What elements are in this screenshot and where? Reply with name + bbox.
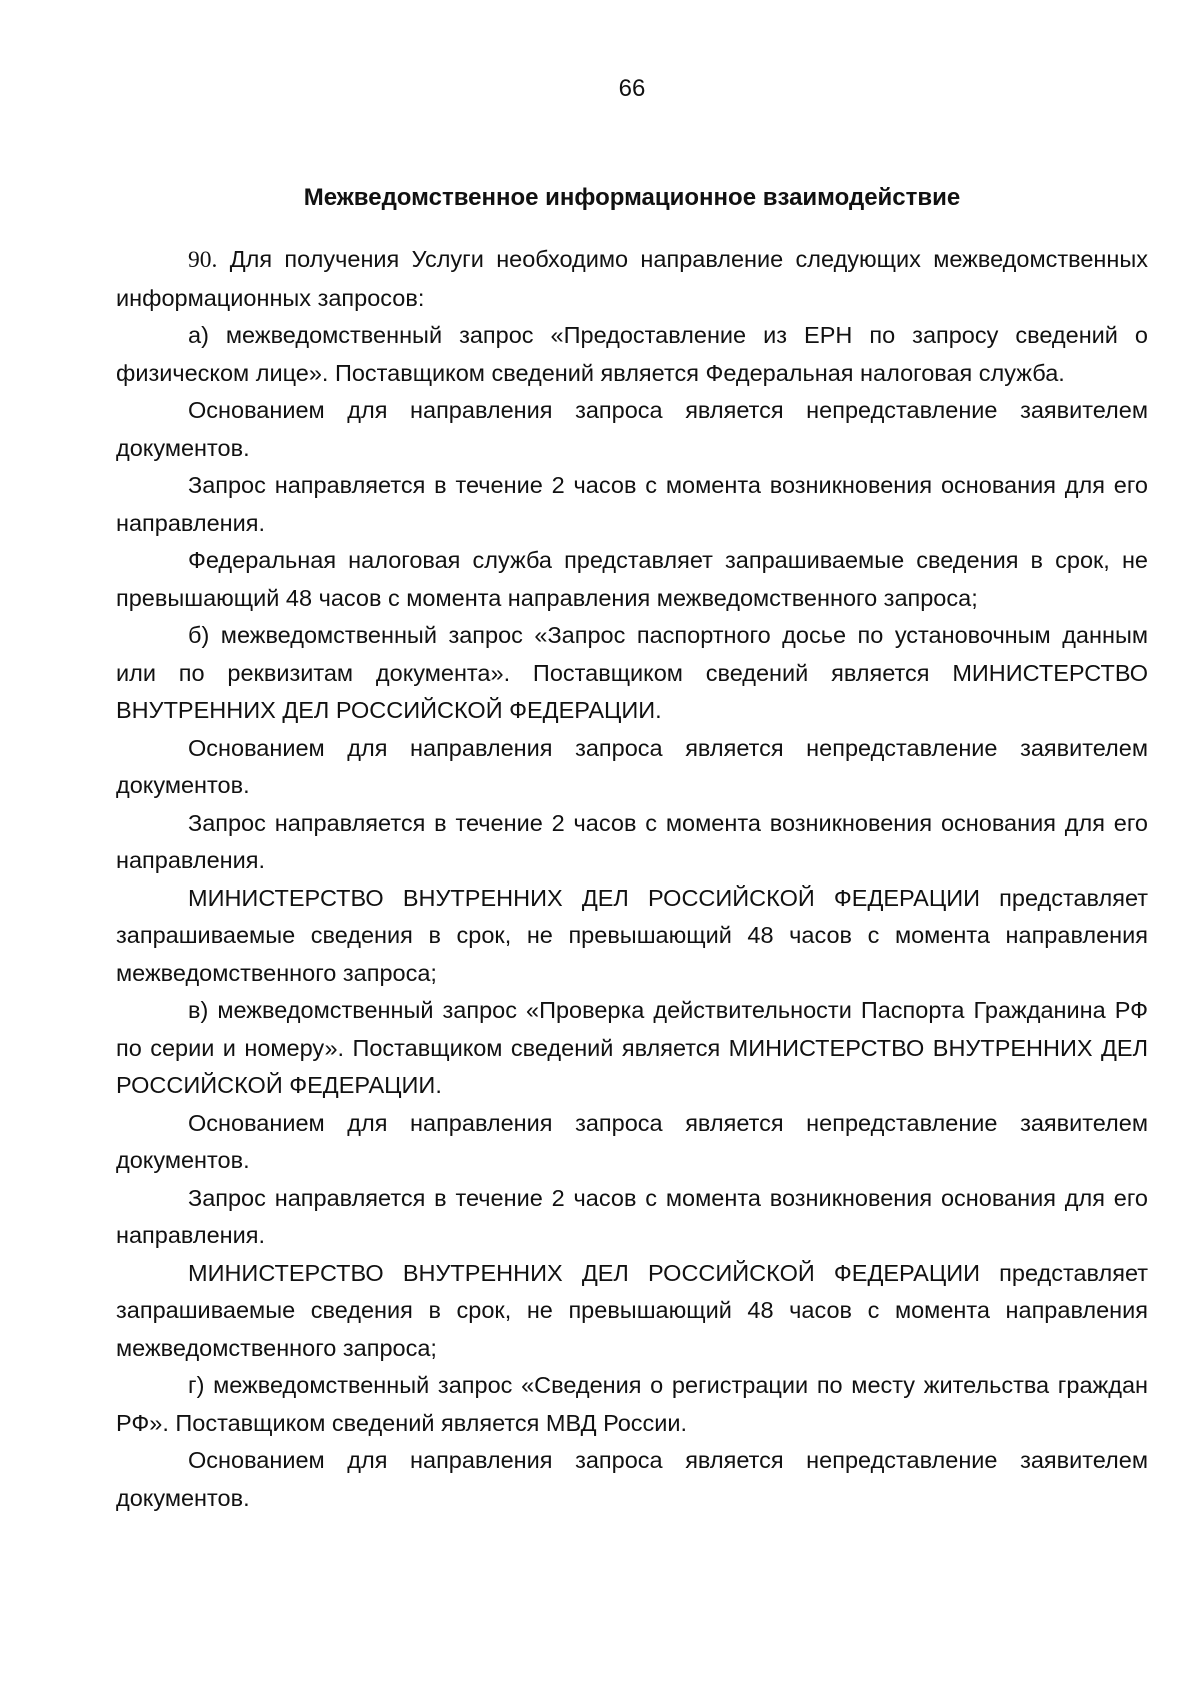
paragraph: Запрос направляется в течение 2 часов с момента возникновения основания для его направления. <box>116 809 1148 873</box>
paragraph: Основанием для направления запроса является непредставление заявителем документов. <box>116 397 1148 461</box>
paragraph-text: Для получения Услуги необходимо направление следующих межведомственных информационных запросов: <box>116 246 1148 311</box>
paragraph-subitem-a: а) межведомственный запрос «Предоставление из ЕРН по запросу сведений о физическом лице». Поставщиком сведений является Федеральная налоговая служба. <box>116 322 1148 386</box>
paragraph: Запрос направляется в течение 2 часов с момента возникновения основания для его направления. <box>116 472 1148 536</box>
paragraph: Основанием для направления запроса является непредставление заявителем документов. <box>116 1447 1148 1511</box>
document-body <box>116 241 1148 1517</box>
page-number: 66 <box>618 75 646 102</box>
section-heading: Межведомственное информационное взаимодействие <box>303 184 961 211</box>
paragraph: МИНИСТЕРСТВО ВНУТРЕННИХ ДЕЛ РОССИЙСКОЙ ФЕДЕРАЦИИ представляет запрашиваемые сведения в срок, не превышающий 48 часов с момента направления межведомственного запроса; <box>116 1259 1148 1361</box>
paragraph: Основанием для направления запроса является непредставление заявителем документов. <box>116 734 1148 798</box>
paragraph-number: 90. <box>188 247 218 273</box>
paragraph-subitem-v: в) межведомственный запрос «Проверка действительности Паспорта Гражданина РФ по серии и номеру». Поставщиком сведений является МИНИСТЕРСТВО ВНУТРЕННИХ ДЕЛ РОССИЙСКОЙ ФЕДЕРАЦИИ. <box>116 997 1148 1098</box>
paragraph: Запрос направляется в течение 2 часов с момента возникновения основания для его направления. <box>116 1184 1148 1248</box>
paragraph-item-90 <box>116 241 1148 317</box>
paragraph-subitem-b: б) межведомственный запрос «Запрос паспортного досье по установочным данным или по реквизитам документа». Поставщиком сведений является МИНИСТЕРСТВО ВНУТРЕННИХ ДЕЛ РОССИЙСКОЙ ФЕДЕРАЦИИ. <box>116 622 1148 723</box>
paragraph: Федеральная налоговая служба представляет запрашиваемые сведения в срок, не превышающий 48 часов с момента направления межведомственного запроса; <box>116 547 1148 611</box>
paragraph: Основанием для направления запроса является непредставление заявителем документов. <box>116 1109 1148 1173</box>
document-page <box>116 0 1148 1697</box>
paragraph-subitem-g: г) межведомственный запрос «Сведения о регистрации по месту жительства граждан РФ». Поставщиком сведений является МВД России. <box>116 1372 1148 1436</box>
paragraph: МИНИСТЕРСТВО ВНУТРЕННИХ ДЕЛ РОССИЙСКОЙ ФЕДЕРАЦИИ представляет запрашиваемые сведения в срок, не превышающий 48 часов с момента направления межведомственного запроса; <box>116 884 1148 986</box>
